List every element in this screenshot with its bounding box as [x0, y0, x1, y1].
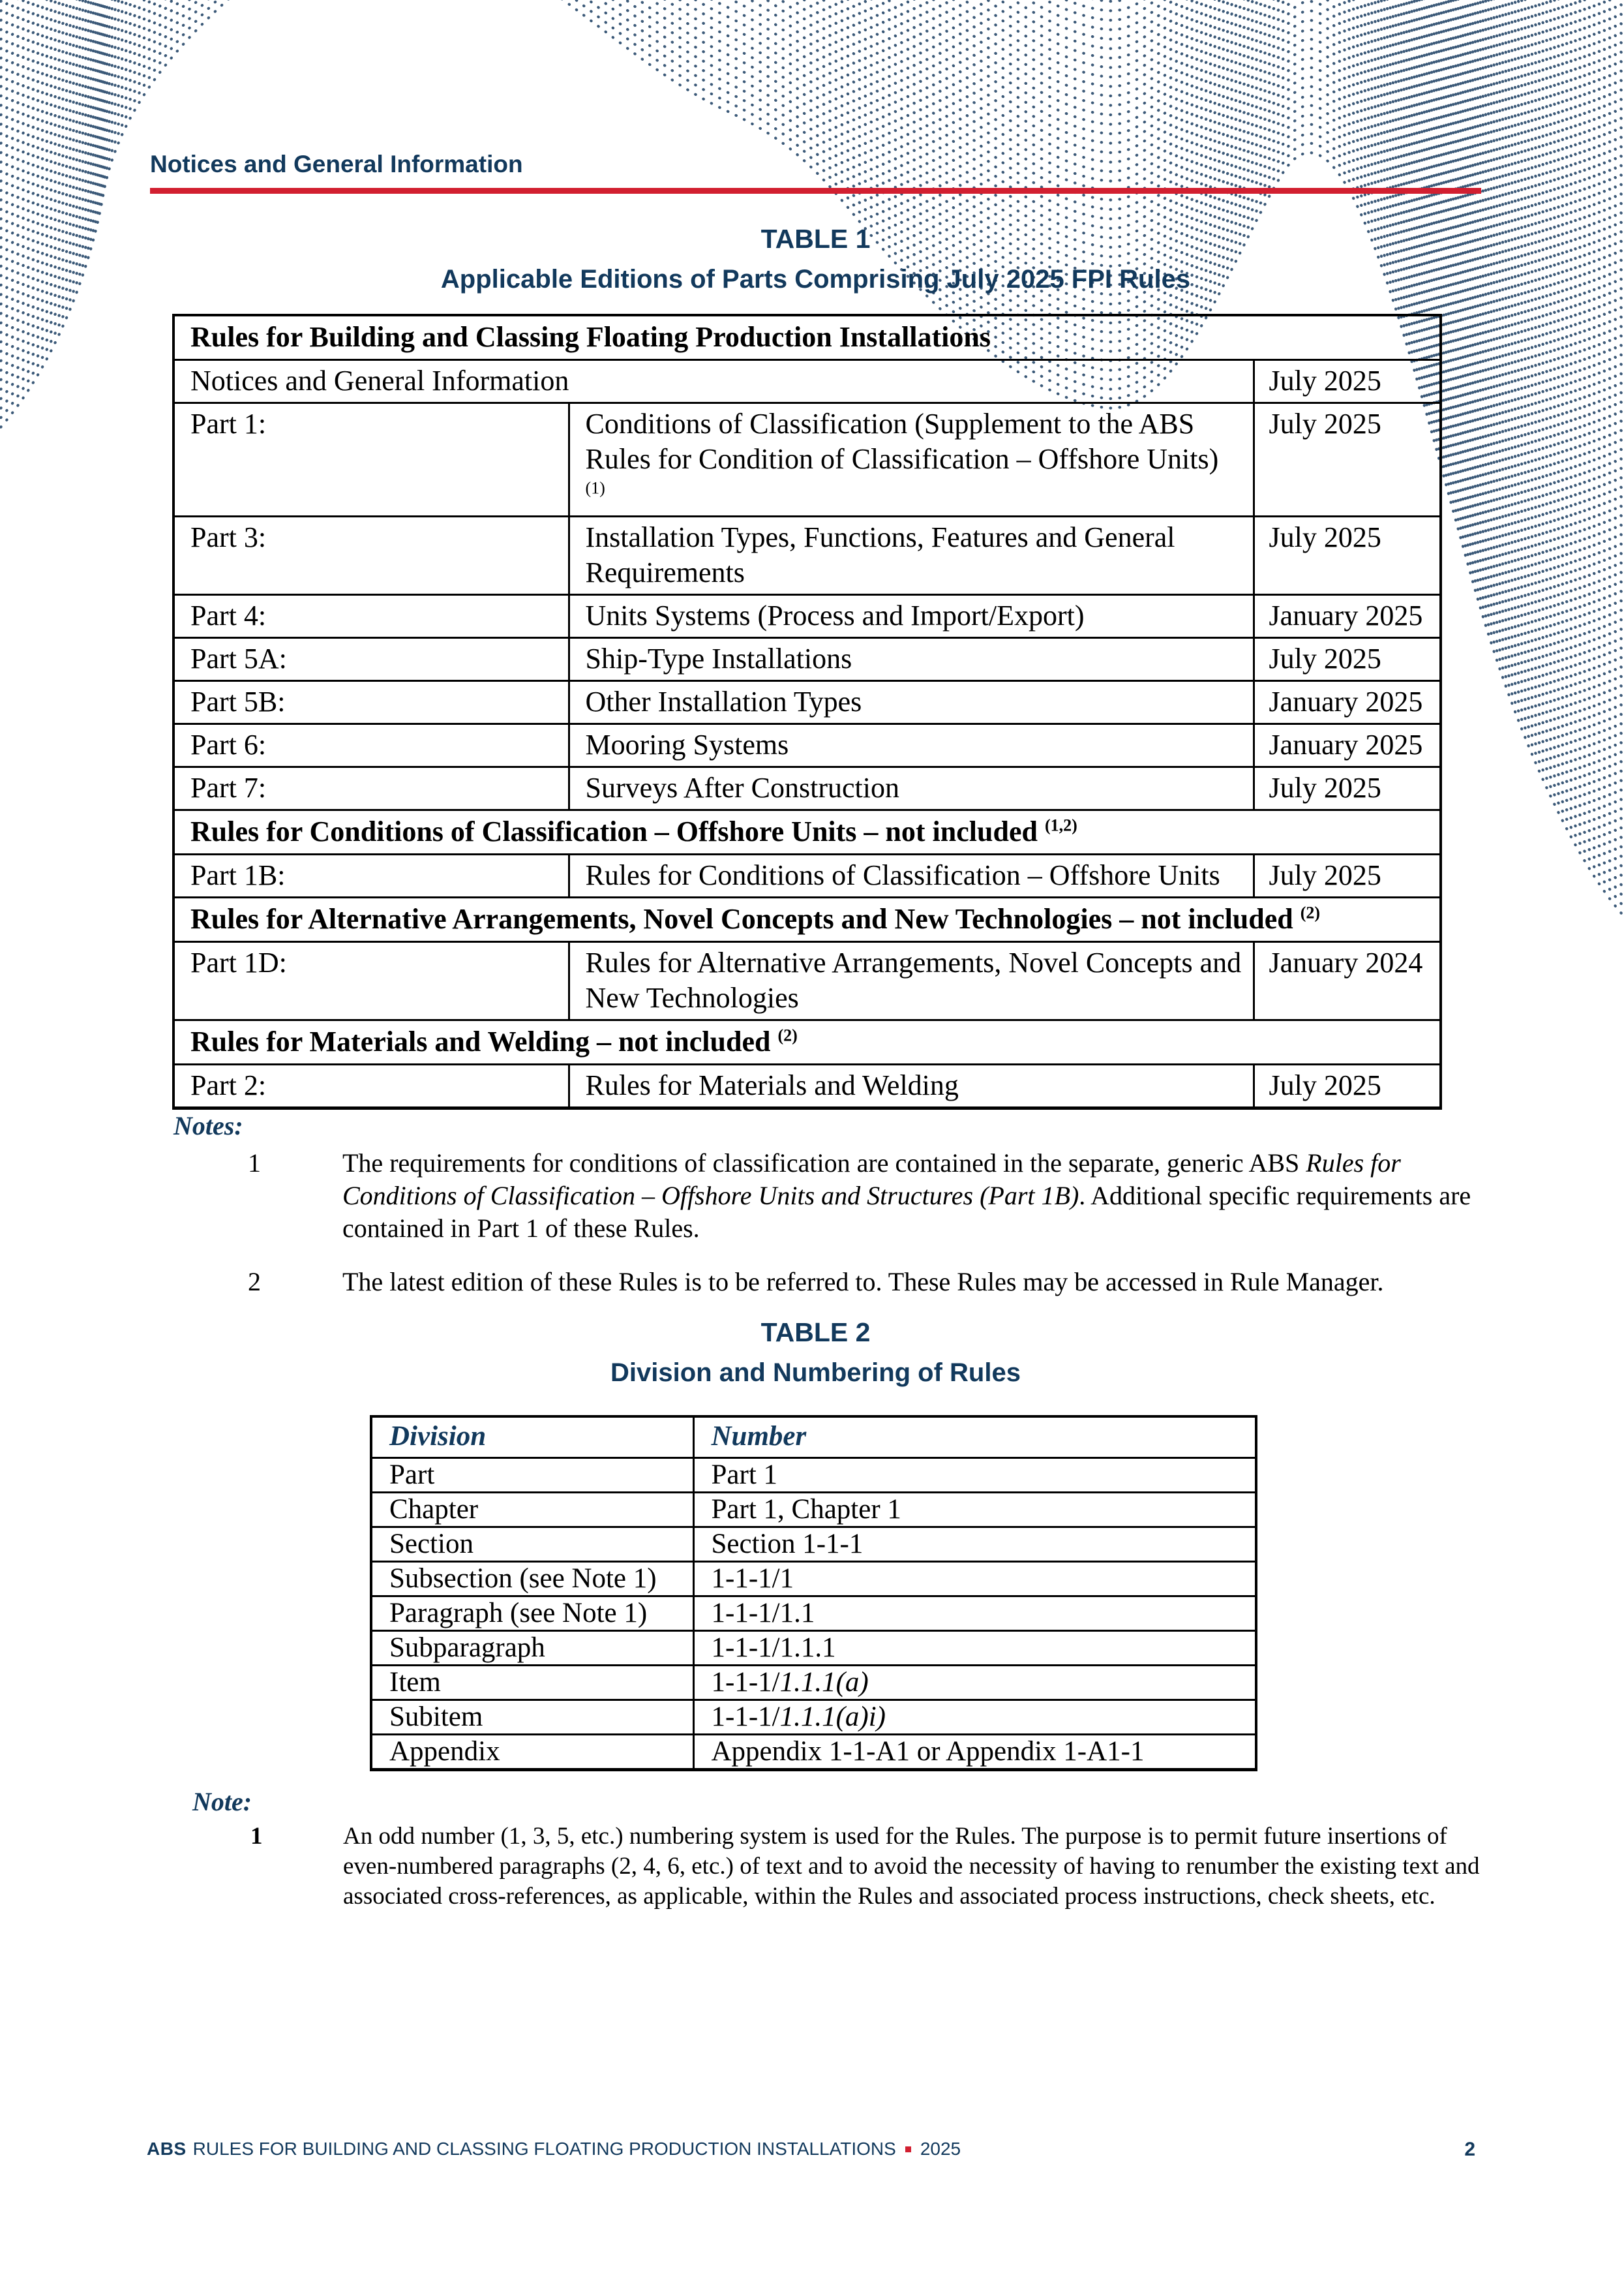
number-cell: 1-1-1/1.1.1(a)i) [693, 1700, 1256, 1735]
table-row [371, 1700, 1256, 1735]
part-cell: Part 2: [173, 1065, 569, 1108]
description-cell: Rules for Alternative Arrangements, Novel Concepts and New Technologies [569, 942, 1254, 1020]
note-text: An odd number (1, 3, 5, etc.) numbering system is used for the Rules. The purpose is to permit future insertions of even-numbered paragraphs (2, 4, 6, etc.) of text and to avoid the necessity of having to renumber the existing text and associated cross-references, as applicable, within the Rules and associated process instructions, check sheets, etc. [343, 1823, 1480, 1910]
number-cell: 1-1-1/1.1 [693, 1596, 1256, 1631]
table-row [371, 1458, 1256, 1493]
number-cell: Part 1 [693, 1458, 1256, 1493]
table-row [173, 942, 1441, 1020]
description-cell: Installation Types, Functions, Features and General Requirements [569, 517, 1254, 595]
part-cell: Part 1: [173, 403, 569, 517]
division-cell: Part [371, 1458, 693, 1493]
date-cell: July 2025 [1254, 517, 1441, 595]
division-cell: Item [371, 1666, 693, 1700]
table-row [173, 1065, 1441, 1108]
header-rule [150, 188, 1481, 194]
division-cell: Subitem [371, 1700, 693, 1735]
part-cell: Part 6: [173, 724, 569, 767]
table-row [173, 810, 1441, 855]
part-cell: Part 7: [173, 767, 569, 810]
table-row [173, 517, 1441, 595]
number-cell: Section 1-1-1 [693, 1527, 1256, 1562]
description-cell: Surveys After Construction [569, 767, 1254, 810]
table-row [173, 403, 1441, 517]
table-row [173, 595, 1441, 638]
section-header-cell: Rules for Alternative Arrangements, Novel Concepts and New Technologies – not included $^{(2)}$ [173, 898, 1441, 942]
date-cell: January 2025 [1254, 724, 1441, 767]
table1-title: TABLE 1 [760, 224, 871, 254]
description-cell: Mooring Systems [569, 724, 1254, 767]
date-cell: July 2025 [1254, 360, 1441, 403]
footer-year: 2025 [920, 2139, 961, 2159]
table1-subtitle: Applicable Editions of Parts Comprising July 2025 FPI Rules [440, 265, 1191, 294]
table-row [371, 1416, 1256, 1458]
page-number: 2 [1464, 2139, 1475, 2160]
date-cell: July 2025 [1254, 767, 1441, 810]
part-cell: Part 4: [173, 595, 569, 638]
table-row [173, 360, 1441, 403]
notes-label: Notes: [173, 1111, 243, 1140]
column-header-division: Division [371, 1416, 693, 1458]
number-cell: 1-1-1/1 [693, 1562, 1256, 1596]
table-row [173, 681, 1441, 724]
section-header-cell: Rules for Conditions of Classification – Offshore Units – not included $^{(1,2)}$ [173, 810, 1441, 855]
part-cell: Part 1D: [173, 942, 569, 1020]
note-item [173, 1147, 1491, 1245]
description-cell: Conditions of Classification (Supplement to the ABS Rules for Condition of Classification – Offshore Units) $^{(1)}$ [569, 403, 1254, 517]
description-cell: Rules for Materials and Welding [569, 1065, 1254, 1108]
description-cell: Rules for Conditions of Classification – Offshore Units [569, 855, 1254, 898]
footer-brand: ABS [147, 2139, 187, 2159]
note-text: The latest edition of these Rules is to be referred to. These Rules may be accessed in Rule Manager. [342, 1267, 1384, 1296]
table-row [173, 315, 1441, 360]
table-row [371, 1493, 1256, 1527]
column-header-number: Number [693, 1416, 1256, 1458]
table-row [371, 1562, 1256, 1596]
note-item [192, 1822, 1494, 1912]
table-row [371, 1596, 1256, 1631]
division-cell: Paragraph (see Note 1) [371, 1596, 693, 1631]
note-text: The requirements for conditions of classification are contained in the separate, generic ABS Rules for Conditions of Classification – Offshore Units and Structures (Part 1B). Additional specific requirements are contained in Part 1 of these Rules. [342, 1148, 1471, 1243]
notes-block [173, 1110, 1491, 1298]
note-item [173, 1266, 1491, 1298]
division-cell: Chapter [371, 1493, 693, 1527]
description-cell: Other Installation Types [569, 681, 1254, 724]
table-division-numbering [370, 1415, 1257, 1771]
table1-heading [150, 223, 1481, 295]
section-header-cell: Rules for Building and Classing Floating Production Installations [173, 315, 1441, 360]
description-cell: Units Systems (Process and Import/Export) [569, 595, 1254, 638]
part-cell: Part 5A: [173, 638, 569, 681]
table2-heading [150, 1317, 1481, 1388]
table-row [371, 1666, 1256, 1700]
section-header-cell: Rules for Materials and Welding – not included $^{(2)}$ [173, 1020, 1441, 1065]
footer-title: RULES FOR BUILDING AND CLASSING FLOATING PRODUCTION INSTALLATIONS [192, 2139, 896, 2159]
table-row [173, 767, 1441, 810]
note-number: 1 [250, 1823, 263, 1850]
date-cell: July 2025 [1254, 855, 1441, 898]
date-cell: July 2025 [1254, 638, 1441, 681]
table-row [371, 1735, 1256, 1770]
table-row [173, 855, 1441, 898]
table-row [173, 1020, 1441, 1065]
number-cell: Appendix 1-1-A1 or Appendix 1-A1-1 [693, 1735, 1256, 1770]
date-cell: July 2025 [1254, 403, 1441, 517]
division-cell: Subsection (see Note 1) [371, 1562, 693, 1596]
table2-subtitle: Division and Numbering of Rules [610, 1358, 1021, 1387]
number-cell: Part 1, Chapter 1 [693, 1493, 1256, 1527]
note-number: 1 [248, 1148, 261, 1178]
part-cell: Part 3: [173, 517, 569, 595]
footer-bullet-icon [905, 2146, 911, 2152]
part-cell: Part 1B: [173, 855, 569, 898]
table-row [371, 1631, 1256, 1666]
table-row [371, 1527, 1256, 1562]
table2-title: TABLE 2 [760, 1317, 871, 1347]
division-cell: Subparagraph [371, 1631, 693, 1666]
table-applicable-editions [172, 314, 1442, 1110]
table-row [173, 638, 1441, 681]
table-row [173, 898, 1441, 942]
number-cell: 1-1-1/1.1.1(a) [693, 1666, 1256, 1700]
number-cell: 1-1-1/1.1.1 [693, 1631, 1256, 1666]
note-label: Note: [192, 1787, 252, 1816]
page-footer [0, 2139, 1624, 2169]
date-cell: July 2025 [1254, 1065, 1441, 1108]
footer-rule-title [147, 2139, 961, 2159]
part-cell: Part 5B: [173, 681, 569, 724]
description-cell: Ship-Type Installations [569, 638, 1254, 681]
division-cell: Section [371, 1527, 693, 1562]
note-number: 2 [248, 1267, 261, 1296]
date-cell: January 2024 [1254, 942, 1441, 1020]
date-cell: January 2025 [1254, 595, 1441, 638]
division-cell: Appendix [371, 1735, 693, 1770]
note-block [192, 1786, 1494, 1912]
page-header-title: Notices and General Information [150, 151, 523, 177]
part-cell: Notices and General Information [173, 360, 1254, 403]
date-cell: January 2025 [1254, 681, 1441, 724]
table-row [173, 724, 1441, 767]
